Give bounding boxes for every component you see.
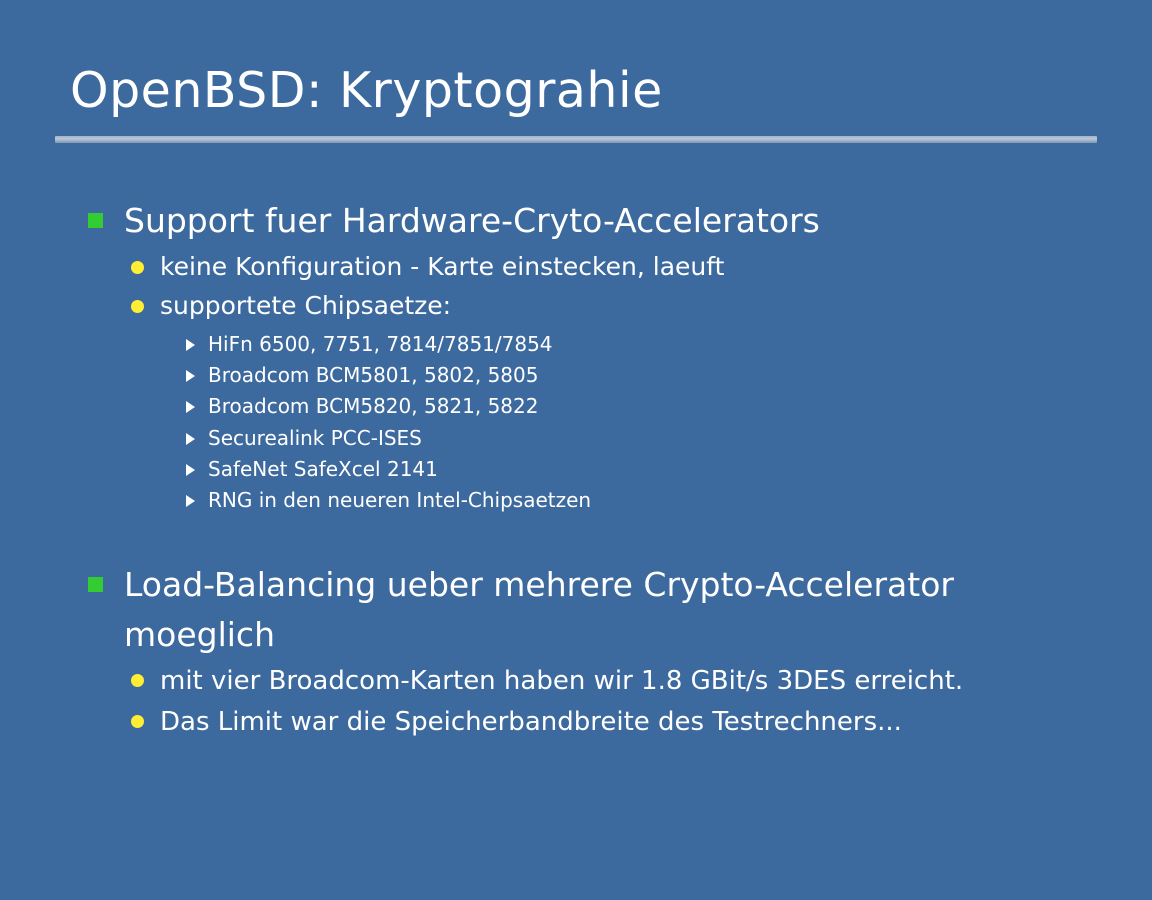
outline-level3-item [178,423,1106,454]
outline-level3-item [178,485,1106,516]
outline-spacer [86,518,1106,556]
triangle-bullet-icon [186,339,195,351]
outline-level3-item [178,360,1106,391]
square-bullet-icon [88,577,103,592]
title-divider [55,136,1097,143]
outline-level2-item [124,661,1106,701]
outline-level3-text: SafeNet SafeXcel 2141 [208,456,438,481]
outline-level2-item [124,287,1106,516]
outline-level2-text: mit vier Broadcom-Karten haben wir 1.8 GBit/s 3DES erreicht. [160,666,964,697]
outline-level1-list [86,196,1106,743]
outline-level2-list [124,661,1106,743]
triangle-bullet-icon [186,433,195,445]
outline-level2-item [124,248,1106,287]
outline-level1-item [86,560,1106,743]
square-bullet-icon [88,213,103,228]
outline-level2-list [124,248,1106,517]
circle-bullet-icon [131,715,144,728]
outline-level3-text: Broadcom BCM5820, 5821, 5822 [208,394,539,419]
slide-content [86,196,1106,745]
circle-bullet-icon [131,261,144,274]
circle-bullet-icon [131,674,144,687]
outline-level2-text: Das Limit war die Speicherbandbreite des Testrechners... [160,707,902,738]
outline-level2-text: keine Konfiguration - Karte einstecken, laeuft [160,251,725,281]
outline-level2-item [124,702,1106,742]
vertical-gap [86,518,1106,556]
outline-level1-item [86,196,1106,516]
outline-level1-text: Load-Balancing ueber mehrere Crypto-Accelerator moeglich [124,565,954,654]
slide-title: OpenBSD: Kryptograhie [70,62,663,119]
triangle-bullet-icon [186,464,195,476]
outline-level3-item [178,391,1106,422]
outline-level3-text: HiFn 6500, 7751, 7814/7851/7854 [208,332,553,356]
outline-level3-text: Securealink PCC-ISES [208,425,422,450]
triangle-bullet-icon [186,370,195,382]
circle-bullet-icon [131,300,144,313]
outline-level3-text: Broadcom BCM5801, 5802, 5805 [208,363,539,388]
outline-level3-item [178,454,1106,485]
outline-level1-text: Support fuer Hardware-Cryto-Accelerators [124,201,820,240]
outline-level2-text: supportete Chipsaetze: [160,291,452,321]
outline-level3-text: RNG in den neueren Intel-Chipsaetzen [208,487,592,512]
triangle-bullet-icon [186,495,195,507]
outline-level3-item [178,329,1106,360]
outline-level3-list [178,329,1106,516]
triangle-bullet-icon [186,401,195,413]
